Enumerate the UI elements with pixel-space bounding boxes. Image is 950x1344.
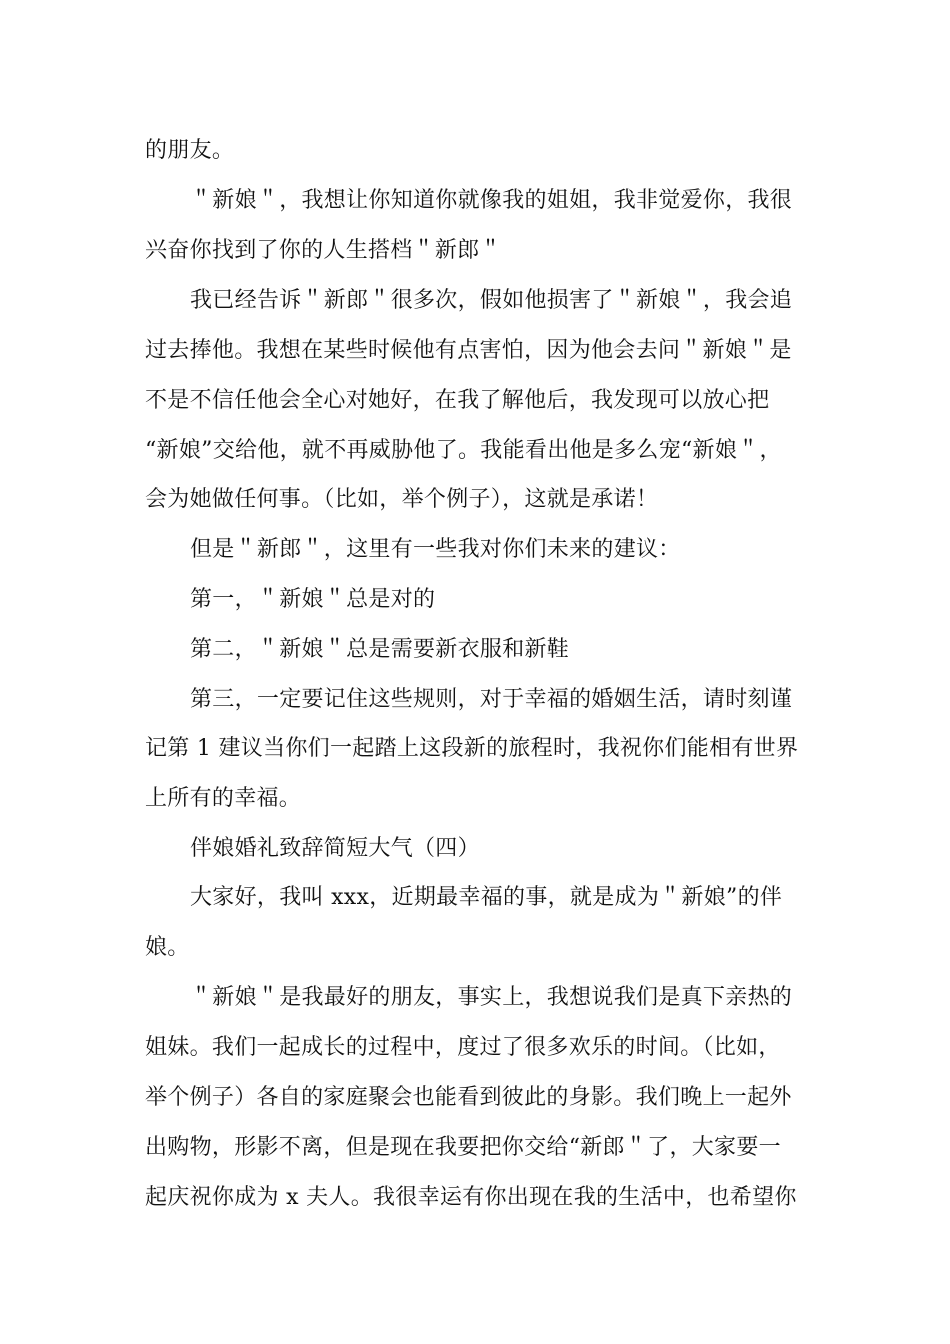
text-line: 大家好，我叫 xxx，近期最幸福的事，就是成为＂新娘”的伴 <box>190 885 783 910</box>
text-line: 第三，一定要记住这些规则，对于幸福的婚姻生活，请时刻谨 <box>190 687 793 712</box>
text-line: 第二，＂新娘＂总是需要新衣服和新鞋 <box>190 637 570 662</box>
section-heading: 伴娘婚礼致辞简短大气（四） <box>190 836 480 861</box>
text-line: 第一，＂新娘＂总是对的 <box>190 587 436 612</box>
text-line: 的朋友。 <box>145 138 235 163</box>
text-line: 出购物，形影不离，但是现在我要把你交给“新郎＂了，大家要一 <box>145 1135 781 1160</box>
text-line: 娘。 <box>145 935 190 960</box>
text-line: 会为她做任何事。（比如，举个例子），这就是承诺！ <box>145 487 659 512</box>
text-line: ＂新娘＂，我想让你知道你就像我的姐姐，我非觉爱你，我很 <box>190 188 793 213</box>
text-line: ＂新娘＂是我最好的朋友，事实上，我想说我们是真下亲热的 <box>190 985 793 1010</box>
text-line: “新娘”交给他，就不再威胁他了。我能看出他是多么宠“新娘＂， <box>145 438 782 463</box>
text-line: 上所有的幸福。 <box>145 786 302 811</box>
text-line: 但是＂新郎＂，这里有一些我对你们未来的建议： <box>190 537 681 562</box>
text-line: 我已经告诉＂新郎＂很多次，假如他损害了＂新娘＂，我会追 <box>190 288 793 313</box>
text-line: 举个例子）各自的家庭聚会也能看到彼此的身影。我们晚上一起外 <box>145 1085 792 1110</box>
text-line: 记第 1 建议当你们一起踏上这段新的旅程时，我祝你们能相有世界 <box>145 736 799 761</box>
text-line: 兴奋你找到了你的人生搭档＂新郎＂ <box>145 238 502 263</box>
text-line: 起庆祝你成为 x 夫人。我很幸运有你出现在我的生活中，也希望你 <box>145 1185 797 1210</box>
text-line: 姐妹。我们一起成长的过程中，度过了很多欢乐的时间。（比如， <box>145 1035 781 1060</box>
text-line: 过去捧他。我想在某些时候他有点害怕，因为他会去问＂新娘＂是 <box>145 338 792 363</box>
text-line: 不是不信任他会全心对她好，在我了解他后，我发现可以放心把 <box>145 388 770 413</box>
